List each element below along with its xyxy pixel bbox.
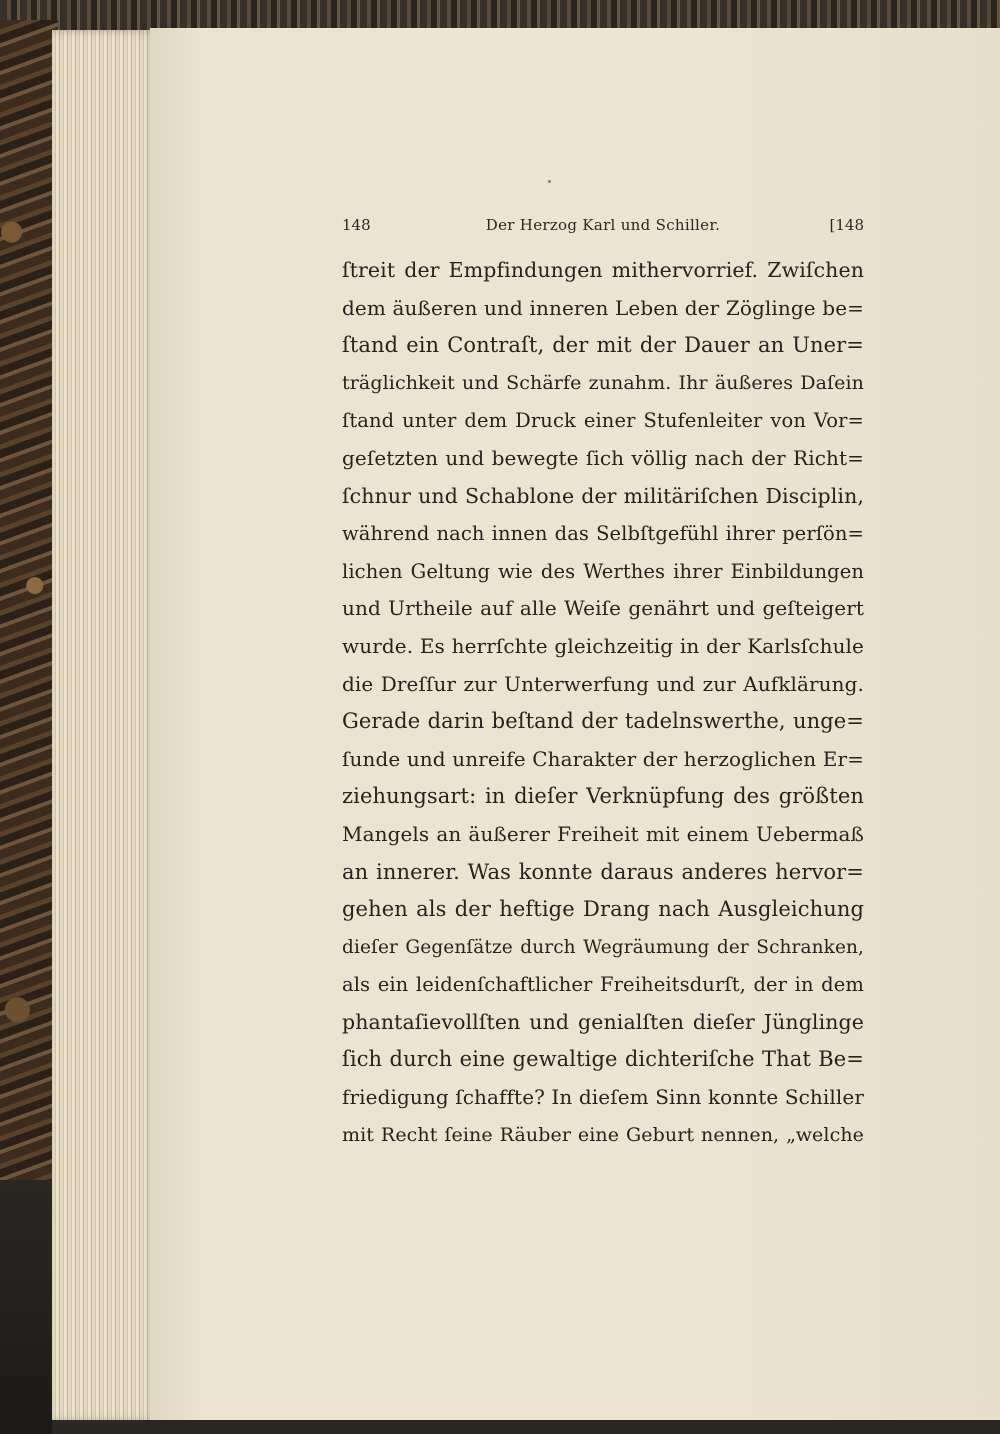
text-line: lichen Geltung wie des Werthes ihrer Einbildungen: [342, 559, 864, 583]
text-line: ſunde und unreife Charakter der herzoglichen Er=: [342, 746, 864, 771]
cover-corner: [0, 1180, 58, 1434]
text-line: träglichkeit und Schärfe zunahm. Ihr äußeres Daſein: [342, 371, 864, 394]
text-line: an innerer. Was konnte daraus anderes hervor=: [342, 859, 864, 884]
text-line: während nach innen das Selbſtgefühl ihrer perſön=: [342, 522, 864, 546]
text-line: wurde. Es herrſchte gleichzeitig in der Karlsſchule: [342, 633, 864, 658]
text-line: ſchnur und Schablone der militäriſchen Disciplin,: [342, 483, 864, 508]
bottom-shadow: [52, 1420, 1000, 1434]
book-top-edge: [0, 0, 1000, 30]
text-line: und Urtheile auf alle Weiſe genährt und geſteigert: [342, 596, 864, 621]
text-line: dem äußeren und inneren Leben der Zöglinge be=: [342, 295, 864, 320]
text-line: friedigung ſchaffte? In dieſem Sinn konnte Schiller: [342, 1085, 864, 1110]
text-line: ſich durch eine gewaltige dichteriſche That Be=: [342, 1047, 864, 1072]
text-line: mit Recht ſeine Räuber eine Geburt nennen, „welche: [342, 1123, 864, 1146]
text-line: Mangels an äußerer Freiheit mit einem Uebermaß: [342, 821, 864, 846]
text-line: als ein leidenſchaftlicher Freiheitsdurſt, der in dem: [342, 973, 864, 997]
paper-speck: [548, 180, 551, 183]
text-line: ſtand ein Contraſt, der mit der Dauer an Uner=: [342, 333, 864, 358]
text-line: ſtand unter dem Druck einer Stufenleiter von Vor=: [342, 409, 864, 433]
text-line: dieſer Gegenſätze durch Wegräumung der Schranken,: [342, 936, 864, 958]
text-line: Gerade darin beſtand der tadelnswerthe, unge=: [342, 709, 864, 734]
page-edges: [52, 30, 160, 1422]
page-number-left: 148: [342, 216, 371, 234]
page-number-right: [148: [829, 216, 864, 234]
body-text: [342, 252, 864, 1154]
text-line: die Dreſſur zur Unterwerfung und zur Aufklärung.: [342, 671, 864, 696]
text-line: geſetzten und bewegte ſich völlig nach der Richt=: [342, 445, 864, 470]
running-title: Der Herzog Karl und Schiller.: [485, 216, 721, 234]
text-line: phantaſievollſten und genialſten dieſer Jünglinge: [342, 1009, 864, 1034]
text-line: ziehungsart: in dieſer Verknüpfung des größten: [342, 784, 864, 809]
running-head: [342, 216, 864, 240]
text-line: gehen als der heftige Drang nach Ausgleichung: [342, 897, 864, 922]
text-line: ſtreit der Empfindungen mithervorrief. Zwiſchen: [342, 258, 864, 282]
